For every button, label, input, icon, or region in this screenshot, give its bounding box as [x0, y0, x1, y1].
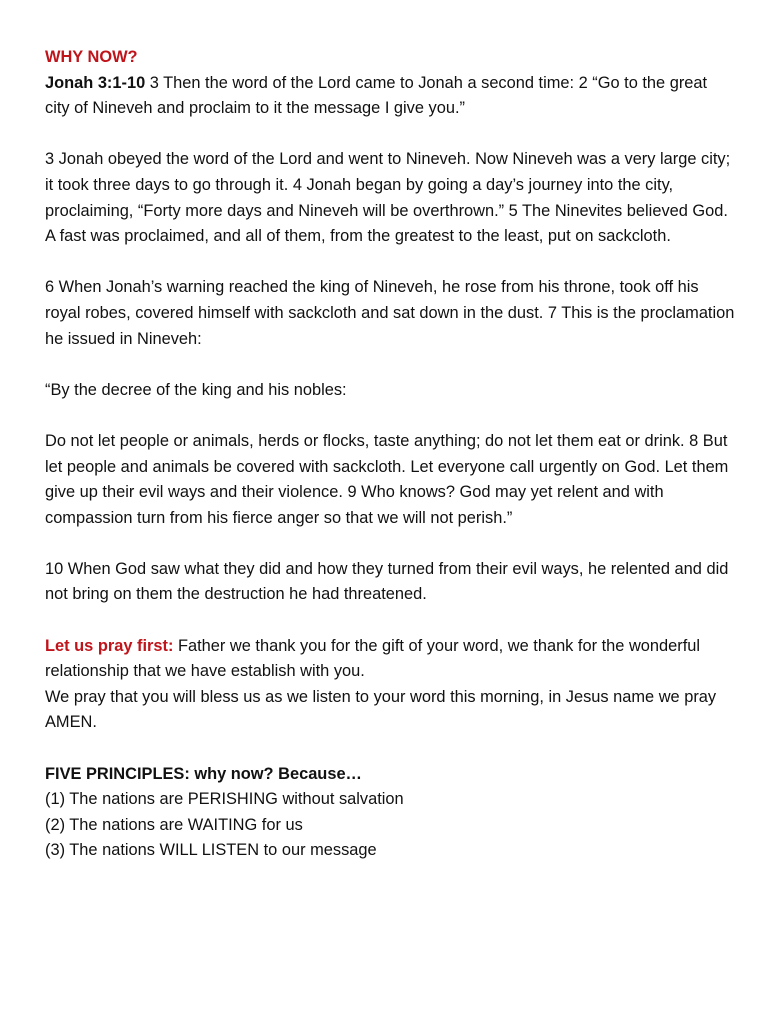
passage-paragraph-4: Do not let people or animals, herds or flocks, taste anything; do not let them eat or drink. 8 But let people and animals be covered with sackcloth. Let everyone call urgently on God. Let them give up their evil ways and their violence. 9 Who knows? God may yet relent and with compassion turn from his fierce anger so that we will not perish.”	[45, 431, 729, 527]
principle-item: (3) The nations WILL LISTEN to our message	[45, 841, 377, 860]
page-title: WHY NOW?	[45, 48, 138, 66]
passage-paragraph-3: “By the decree of the king and his nobles:	[45, 380, 347, 399]
prayer-label: Let us pray first:	[45, 636, 174, 655]
passage-intro-text: 3 Then the word of the Lord came to Jonah a second time: 2 “Go to the great city of Nineveh and proclaim to it the message I give you.”	[45, 73, 708, 118]
prayer-text: Father we thank you for the gift of your word, we thank for the wonderful relationship that we have establish with you.	[45, 636, 701, 681]
prayer-paragraph-2: We pray that you will bless us as we listen to your word this morning, in Jesus name we pray AMEN.	[45, 687, 717, 732]
principle-item: (2) The nations are WAITING for us	[45, 815, 303, 834]
document-page	[45, 45, 735, 864]
principles-title: FIVE PRINCIPLES: why now? Because…	[45, 764, 362, 783]
passage-paragraph-2: 6 When Jonah’s warning reached the king of Nineveh, he rose from his throne, took off his royal robes, covered himself with sackcloth and sat down in the dust. 7 This is the proclamation he issued in Nineveh:	[45, 278, 735, 348]
passage-intro	[45, 71, 735, 122]
passage-paragraph-5: 10 When God saw what they did and how they turned from their evil ways, he relented and did not bring on them the destruction he had threatened.	[45, 559, 729, 604]
principle-item: (1) The nations are PERISHING without salvation	[45, 790, 404, 809]
prayer-paragraph	[45, 634, 735, 685]
scripture-reference: Jonah 3:1-10	[45, 73, 146, 92]
passage-paragraph-1: 3 Jonah obeyed the word of the Lord and went to Nineveh. Now Nineveh was a very large city; it took three days to go through it. 4 Jonah began by going a day’s journey into the city, proclaiming, “Forty more days and Nineveh will be overthrown.” 5 The Ninevites believed God. A fast was proclaimed, and all of them, from the greatest to the least, put on sackcloth.	[45, 150, 731, 246]
